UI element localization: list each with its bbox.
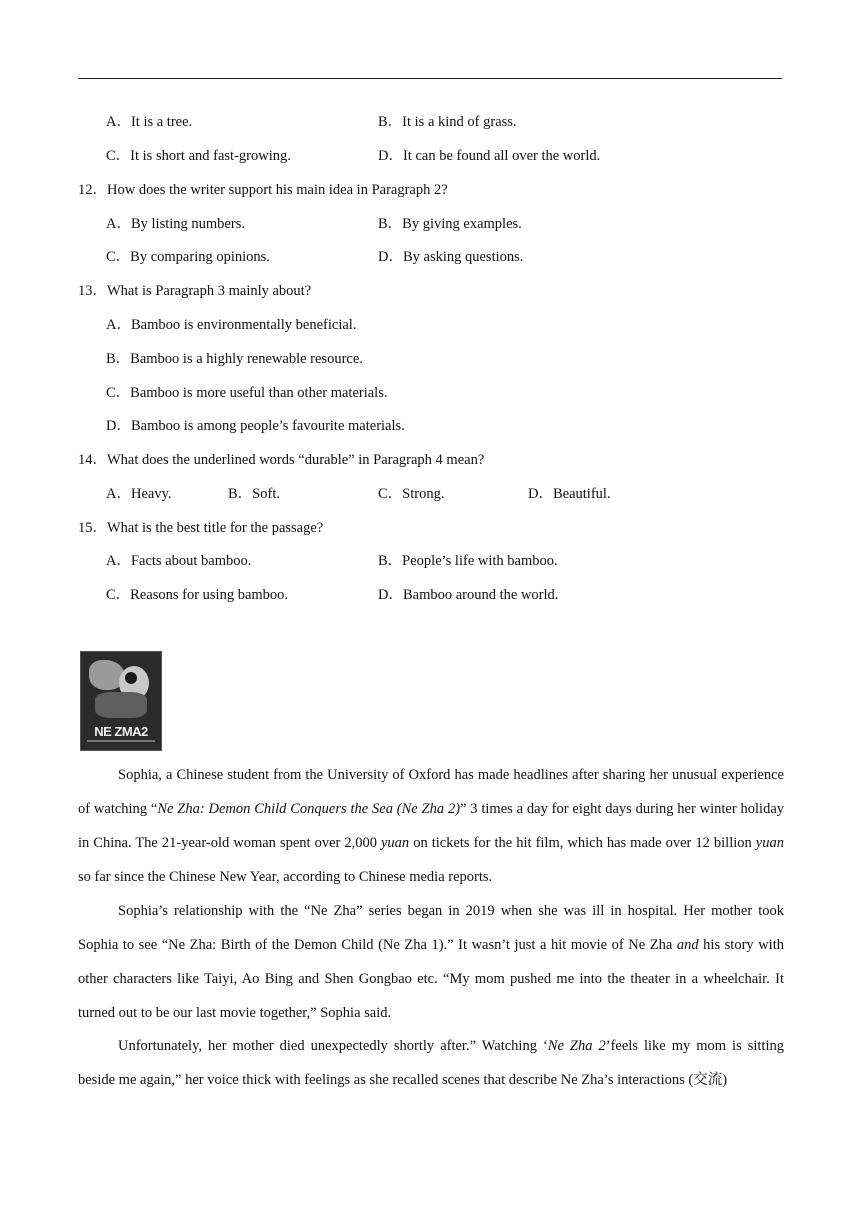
q15-option-d: D．Bamboo around the world.: [378, 587, 559, 603]
q14-option-c: C．Strong.: [378, 486, 445, 502]
q13-option-a: A．Bamboo is environmentally beneficial.: [106, 317, 357, 333]
poster-shape: [95, 692, 147, 718]
q12-stem: 12．How does the writer support his main idea in Paragraph 2?: [78, 182, 448, 198]
poster-shape: [125, 672, 137, 684]
q11-option-b: B．It is a kind of grass.: [378, 114, 517, 130]
header-rule: [78, 78, 782, 79]
q13-stem: 13．What is Paragraph 3 mainly about?: [78, 283, 312, 299]
q12-option-b: B．By giving examples.: [378, 216, 522, 232]
q15-option-b: B．People’s life with bamboo.: [378, 553, 558, 569]
q14-option-b: B．Soft.: [228, 486, 280, 502]
q14-stem: 14．What does the underlined words “durable” in Paragraph 4 mean?: [78, 452, 485, 468]
q11-option-a: A．It is a tree.: [106, 114, 193, 130]
q13-option-b: B．Bamboo is a highly renewable resource.: [106, 351, 363, 367]
poster-band: [87, 740, 155, 742]
passage-paragraph-3: Unfortunately, her mother died unexpectedly shortly after.” Watching ‘Ne Zha 2’feels like my mom is sitting beside me again,” her voice thick with feelings as she recalled scenes that describe Ne Zha’s interactions (交流): [78, 1038, 784, 1088]
q13-option-c: C．Bamboo is more useful than other materials.: [106, 385, 388, 401]
movie-poster-image: [80, 651, 162, 751]
q15-option-a: A．Facts about bamboo.: [106, 553, 252, 569]
q12-option-c: C．By comparing opinions.: [106, 249, 270, 265]
poster-title: NE ZMA2: [94, 724, 148, 739]
q12-option-a: A．By listing numbers.: [106, 216, 245, 232]
passage-paragraph-2: Sophia’s relationship with the “Ne Zha” series began in 2019 when she was ill in hospital. Her mother took Sophia to see “Ne Zha: Birth of the Demon Child (Ne Zha 1).” It wasn’t just a hit movie of Ne Zha and his story with other characters like Taiyi, Ao Bing and Shen Gongbao etc. “My mom pushed me into the theater in a wheelchair. It turned out to be our last movie together,” Sophia said.: [78, 903, 784, 1021]
q14-option-d: D．Beautiful.: [528, 486, 611, 502]
q11-option-c: C．It is short and fast-growing.: [106, 148, 291, 164]
q14-option-a: A．Heavy.: [106, 486, 172, 502]
q12-option-d: D．By asking questions.: [378, 249, 524, 265]
q15-stem: 15．What is the best title for the passage?: [78, 520, 324, 536]
q11-option-d: D．It can be found all over the world.: [378, 148, 601, 164]
q15-option-c: C．Reasons for using bamboo.: [106, 587, 289, 603]
passage-paragraph-1: Sophia, a Chinese student from the University of Oxford has made headlines after sharing her unusual experience of watching “Ne Zha: Demon Child Conquers the Sea (Ne Zha 2)” 3 times a day for eight days during her winter holiday in China. The 21-year-old woman spent over 2,000 yuan on tickets for the hit film, which has made over 12 billion yuan so far since the Chinese New Year, according to Chinese media reports.: [78, 767, 785, 885]
q13-option-d: D．Bamboo is among people’s favourite materials.: [106, 418, 405, 434]
